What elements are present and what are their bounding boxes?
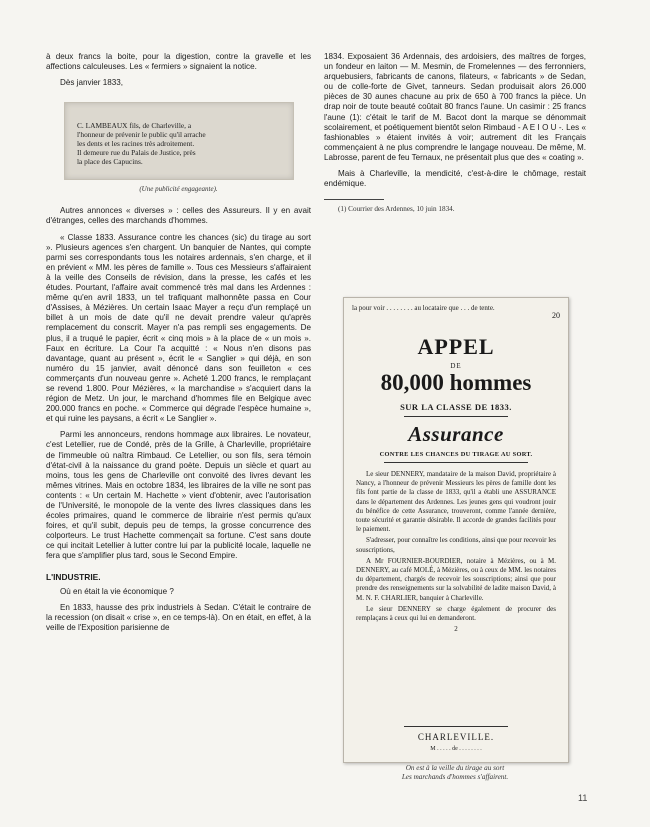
poster-de: DE — [450, 362, 462, 370]
ad-line: la place des Capucins. — [77, 157, 143, 167]
footnote-divider — [324, 199, 384, 200]
ad-line: C. LAMBEAUX fils, de Charleville, a — [77, 121, 192, 131]
poster-paragraph: A Mr FOURNIER-BOURDIER, notaire à Mézières, ou à M. DENNERY, au café MOLÉ, à Mézières, ou à ceux de MM. les notaires du département, chargés de recevoir les souscriptions; ainsi que pour prendre des renseignements sur la solvabilité de ladite maison David, à M. N. F. CHARLIER, banquier à Charleville. — [356, 556, 556, 602]
paragraph: En 1833, hausse des prix industriels à Sedan. C'était le contraire de la recession (on disait « crise », en ce temps-là). On en était, en effet, à la veille de l'Exposition parisienne de — [46, 602, 311, 632]
poster-body — [356, 470, 556, 634]
poster-hommes-title: 80,000 hommes — [380, 370, 532, 395]
paragraph: Où en était la vie économique ? — [60, 586, 174, 596]
poster-paragraph: Le sieur DENNERY se charge également de procurer des remplaçans à ceux qui lui en demanderont. — [356, 604, 556, 623]
poster-classe: SUR LA CLASSE DE 1833. — [400, 402, 512, 412]
poster-divider — [404, 416, 508, 417]
poster-subtitle: CONTRE LES CHANCES DU TIRAGE AU SORT. — [379, 451, 533, 458]
paragraph: Parmi les annonceurs, rendons hommage aux libraires. Le novateur, c'est Letellier, rue de Condé, près de la Grille, à Charleville, propriétaire de l'immeuble où naîtra Rimbaud. Ce Letellier, ou son fils, sera témoin d'état-civil à la naissance du grand poète. Depuis un siècle et quart au moins, tous les gens de Charleville ont convoité des livres devant les mêmes vitrines. Mais en octobre 1834, les libraires de la ville ne sont pas contents : « Un certain M. Hachette » vient d'obtenir, avec l'autorisation de l'Université, le monopole de la vente des livres classiques dans les écoles primaires, quand le commerce de librairie n'est permis qu'aux foires, et qu'il subit, depuis peu de temps, la grosse concurrence des colporteurs. Le trust Hachette commençait sa fortune. C'est sans doute ce qui incitait Letellier à lutter contre lui par la publicité locale, laquelle ne fera que s'amplifier plus tard, sous le Second Empire. — [46, 430, 311, 561]
ad-line: Il demeure rue du Palais de Justice, près — [77, 148, 196, 158]
poster-caption-line: Les marchands d'hommes s'affairent. — [401, 772, 509, 781]
paragraph: Autres annonces « diverses » : celles des Assureurs. Il y en avait d'étranges, celles des marchands d'hommes. — [46, 206, 311, 226]
right-column — [324, 52, 586, 220]
paragraph: Dès janvier 1833, — [60, 78, 123, 88]
section-heading — [46, 572, 311, 582]
paragraph: « Classe 1833. Assurance contre les chances (sic) du tirage au sort ». Plusieurs agences s'en chargent. Un banquier de Nantes, qui compte parmi ses correspondants tous les notaires ardennais, s'en charge, et il en prévient « MM. les pères de famille ». Tous ces Messieurs s'affairaient à la veille des Conseils de révision, dans la presse, les cafés et les études. Pourtant, l'affaire avait commencé très mal dans les Ardennes : même qu'en avril 1833, un tel trafiquant malhonnête passa en Cour d'Assises, à Mézières. Un certain Isaac Mayer a reçu d'un remplaçé un billet à un mois de date qu'il ne devait prendre valeur qu'après remplacement du conscrit. Mayer n'a pas rempli ses engagements. De plus, il a truqué le papier, écrit « cinq mois » à la place de « un mois ». Faux en écriture. La Cour l'a acquitté : « Nous n'en disons pas davantage, quant au présent », écrit le « Sanglier » qui déjà, en son numéro du 15 janvier, avait dénoncé dans son feuilleton « ces commerçants d'un nouveau genre ». Acheté 1.200 francs, le remplaçant se revend 1.800. Pour Mézières, « la marchandise » s'acquiert dans la région de Metz. Un jour, le marchand d'hommes file en Belgique avec 200.000 francs en poche. « Commerce qui dégrade l'espèce humaine », et qui ruine les paysans, a écrit « Le Sanglier ». — [46, 232, 311, 424]
poster-assurance-title: Assurance — [408, 422, 504, 446]
left-column — [46, 52, 311, 639]
paragraph: 1834. Exposaient 36 Ardennais, des ardoisiers, des maîtres de forges, un fondeur en laiton — M. Mesmin, de Fromelennes — des ferronniers, arquebusiers, fabricants de canons, filateurs, « fabricants » de Sedan, ou de colle-forte de Givet, tanneurs. Sedan produisait alors 26.000 pièces de 30 aunes chacune au prix de 650 à 700 francs la pièce. Un drap noir de toute beauté coûtait 80 francs l'aune. Un casimir : 25 francs l'aune (1): c'était le tarif de M. Bacot dont la marque se dénommait scolairement, et poétiquement bientôt selon Rimbaud - A E I O U -. Les « fashionables » étaient invités à voir; autrement dit les Français commençaient à ne plus comprendre le langage nouveau. De même, M. Labrosse, parent de feu Ternaux, ne présentait plus que des « coating ». — [324, 52, 586, 162]
advertisement-clipping — [64, 102, 294, 180]
poster-appel-title: APPEL — [417, 334, 495, 359]
poster-top-line: la pour voir . . . . . . . . au locataire que . . . de tente. — [352, 304, 495, 312]
poster-city: CHARLEVILLE. — [417, 732, 495, 742]
poster-top-text — [352, 304, 560, 320]
paragraph: Mais à Charleville, la mendicité, c'est-à-dire le chômage, restait endémique. — [324, 169, 586, 189]
poster-imprint: M . . . . . de . . . . . . . . — [430, 746, 482, 752]
poster-paragraph: S'adresser, pour connaître les conditions, ainsi que pour recevoir les souscriptions, — [356, 536, 556, 554]
poster-divider — [404, 726, 508, 727]
paragraph: à deux francs la boite, pour la digestion, contre la gravelle et les affections calculeuses. Les « fermiers » signaient la notice. — [46, 52, 311, 72]
ad-line: les dents et les racines très adroitement. — [77, 139, 195, 149]
poster-top-number: 20 — [552, 311, 560, 320]
page-number: 11 — [578, 793, 588, 803]
ad-caption: (Une publicité engageante). — [139, 185, 218, 194]
section-title: L'INDUSTRIE. — [46, 571, 101, 582]
poster-divider — [384, 462, 528, 463]
poster-caption-line: On est à la veille du tirage au sort — [405, 764, 505, 772]
poster-caption — [343, 764, 567, 781]
ad-line: l'honneur de prévenir le public qu'il arrache — [77, 130, 206, 140]
poster-paragraph: Le sieur DENNERY, mandataire de la maison David, propriétaire à Nancy, a l'honneur de prévenir Messieurs les pères de famille dont les fils font partie de la classe de 1833, qu'il a établi une ASSURANCE dans le département des Ardennes. Les jeunes gens qui voudront jouir du bénéfice de cette Assurance, trouveront, comme l'année dernière, toute sécurité et garantie désirable. Il accorde de grandes facilités pour le paiement. — [356, 470, 556, 534]
poster-body-number: 2 — [454, 625, 458, 634]
poster-appel — [343, 297, 569, 763]
footnote: (1) Courrier des Ardennes, 10 juin 1834. — [338, 205, 455, 214]
